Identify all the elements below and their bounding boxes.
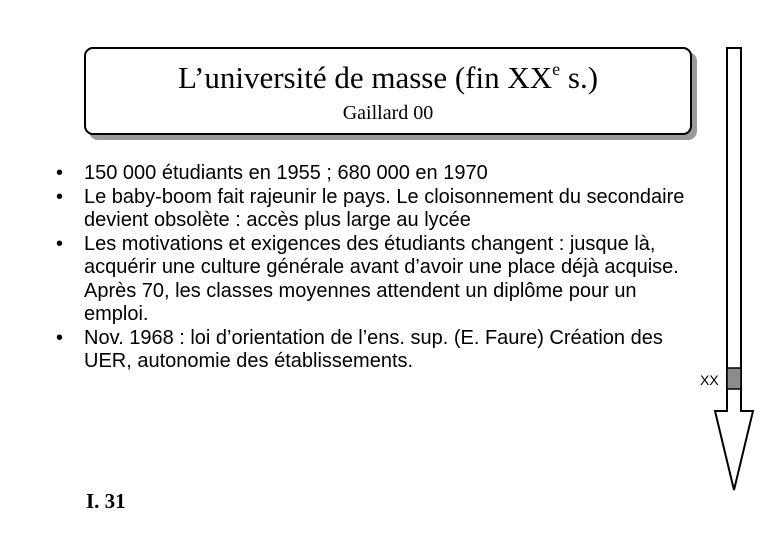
timeline-era-marker [727,368,741,389]
century-superscript: e [552,59,561,79]
bullet-list [56,162,696,374]
timeline-arrow-shape [715,48,753,490]
bullet-text: Le baby-boom fait rajeunir le pays. Le cloisonnement du secondaire devient obsolète : accès plus large au lycée [84,185,685,231]
bullet-item [56,162,696,186]
bullet-item [56,327,696,374]
timeline-era-label: XX [700,372,719,388]
bullet-item [56,186,696,233]
bullet-marker: • [56,185,64,208]
bullet-text: 150 000 étudiants en 1955 ; 680 000 en 1970 [84,162,488,184]
bullet-text: Nov. 1968 : loi d’orientation de l’ens. sup. (E. Faure) Création des UER, autonomie des établissements. [84,326,663,372]
bullet-marker: • [56,232,64,255]
slide-title-suffix: s.) [560,60,599,95]
bullet-item [56,233,696,327]
page-number: I. 31 [86,489,126,513]
bullet-text: Les motivations et exigences des étudiants changent : jusque là, acquérir une culture générale avant d’avoir une place déjà acquise. Après 70, les classes moyennes attendent un diplôme pour un emploi. [84,232,679,325]
title-box [84,47,692,135]
slide-title-text: L’université de masse (fin XX [177,60,553,95]
timeline-arrow [690,44,760,494]
slide-author: Gaillard 00 [342,102,434,124]
bullet-marker: • [56,326,64,349]
slide-title [86,60,690,96]
bullet-marker: • [56,162,64,184]
